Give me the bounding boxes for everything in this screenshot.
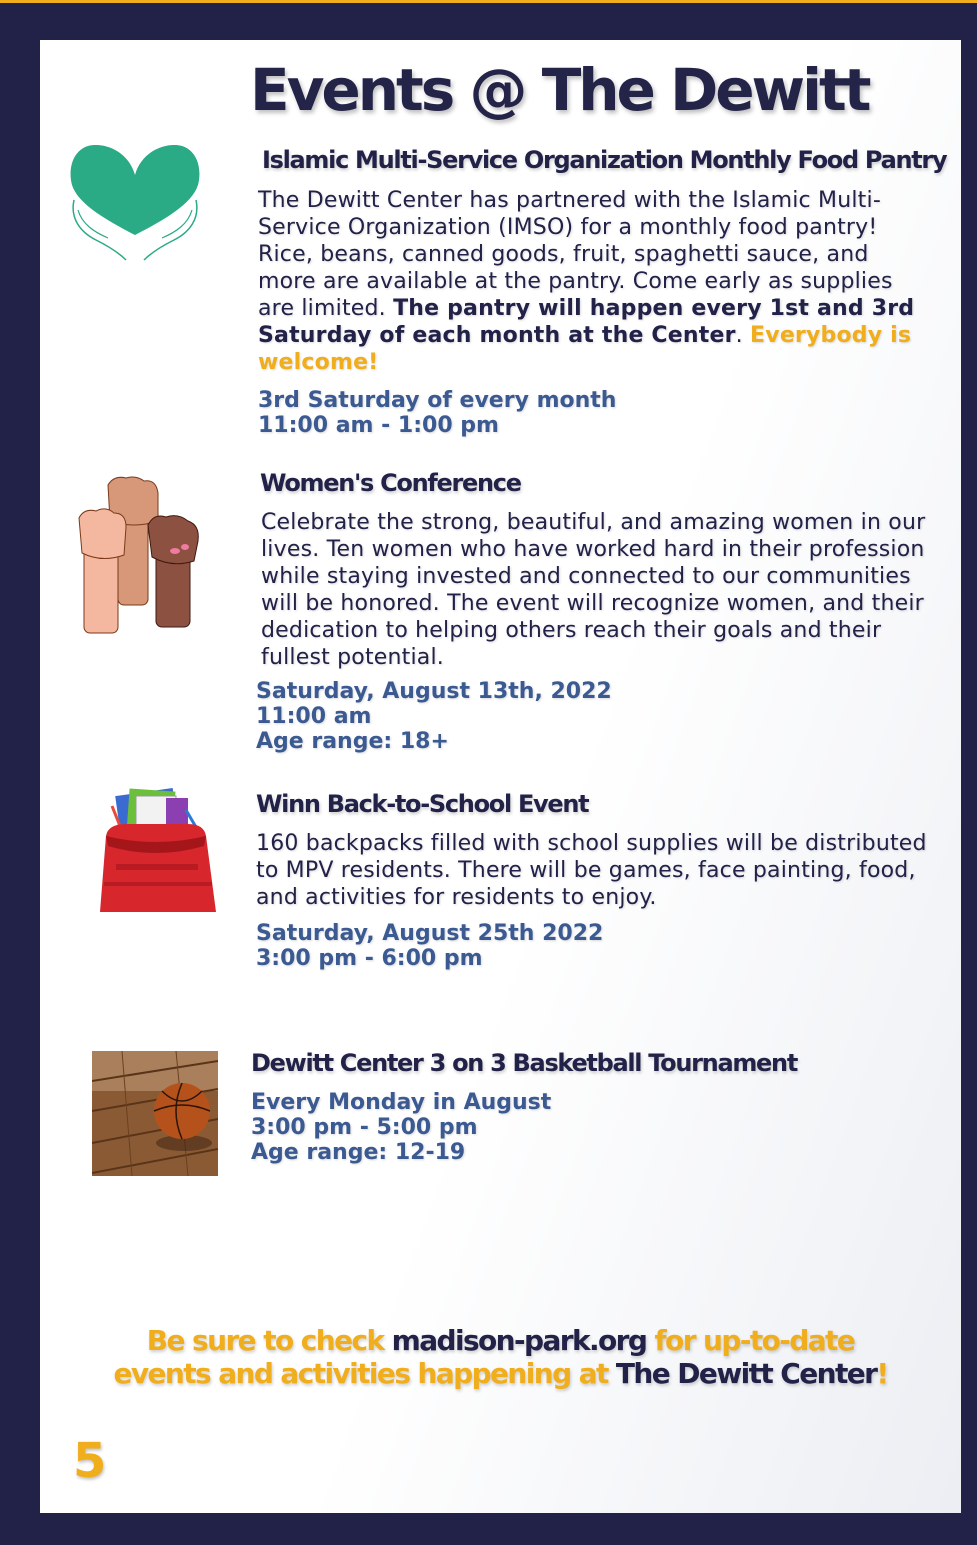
event-title-back-to-school: Winn Back-to-School Event	[256, 790, 589, 818]
event-title-basketball: Dewitt Center 3 on 3 Basketball Tournament	[251, 1049, 797, 1077]
backpack-icon	[96, 786, 218, 916]
footer-callout: Be sure to check madison-park.org for up-to-date events and activities happening at The Dewitt Center!	[113, 1324, 888, 1390]
event-description-womens-conference: Celebrate the strong, beautiful, and amazing women in our lives. Ten women who have worked hard in their profession while staying invested and connected to our communities will be honored. The event will recognize women, and their dedication to helping others reach their goals and their fullest potential.	[261, 510, 926, 670]
event-schedule-back-to-school: Saturday, August 25th 2022 3:00 pm - 6:00 pm	[256, 921, 604, 971]
heart-hands-icon	[68, 140, 203, 265]
website-link[interactable]: madison-park.org	[391, 1324, 647, 1357]
raised-fists-icon	[74, 473, 204, 635]
top-accent-line	[0, 0, 977, 3]
page-number: 5	[73, 1433, 107, 1489]
event-schedule-basketball: Every Monday in August 3:00 pm - 5:00 pm Age range: 12-19	[251, 1090, 552, 1165]
event-description-food-pantry: The Dewitt Center has partnered with the Islamic Multi-Service Organization (IMSO) for a monthly food pantry! Rice, beans, canned goods, fruit, spaghetti sauce, and more are available at the pantry. Come early as supplies are limited. The pantry will happen every 1st and 3rd Saturday of each month at the Center. Everybody is welcome!	[258, 188, 915, 375]
basketball-photo	[92, 1051, 218, 1176]
event-description-back-to-school: 160 backpacks filled with school supplies will be distributed to MPV residents. There will be games, face painting, food, and activities for residents to enjoy.	[256, 831, 927, 910]
page-title: Events @ The Dewitt	[250, 56, 869, 124]
event-schedule-food-pantry: 3rd Saturday of every month 11:00 am - 1:00 pm	[258, 388, 617, 438]
event-title-womens-conference: Women's Conference	[260, 469, 521, 497]
event-title-food-pantry: Islamic Multi-Service Organization Monthly Food Pantry	[262, 146, 947, 174]
event-schedule-womens-conference: Saturday, August 13th, 2022 11:00 am Age range: 18+	[256, 679, 612, 754]
